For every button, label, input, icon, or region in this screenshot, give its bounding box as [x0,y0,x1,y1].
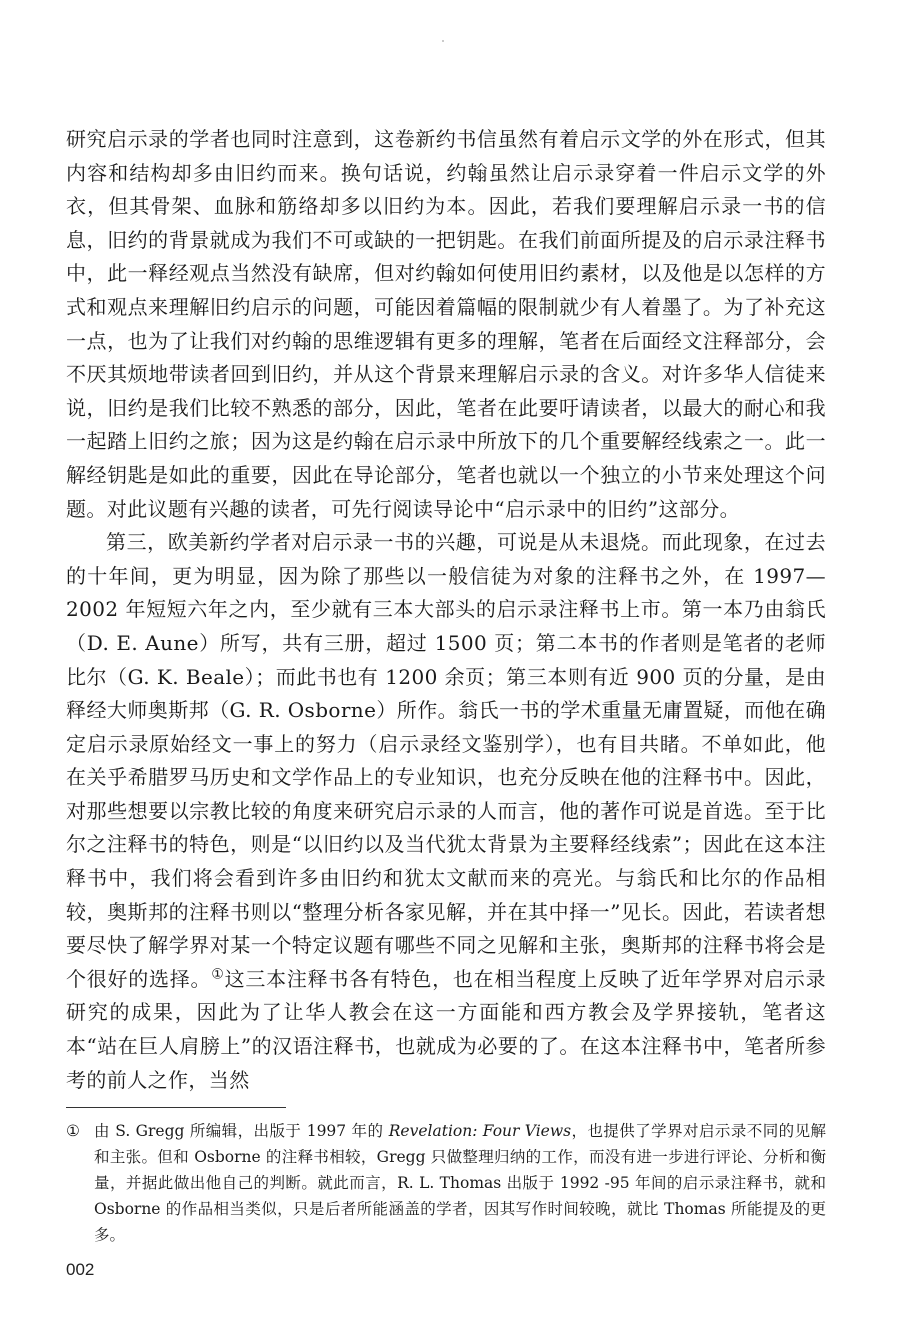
paragraph-2-text: 第三，欧美新约学者对启示录一书的兴趣，可说是从未退烧。而此现象，在过去的十年间，更为明显，因为除了那些以一般信徒为对象的注释书之外，在 1997—2002 年短短六年之内，至少就有三本大部头的启示录注释书上市。第一本乃由翁氏（D. E. Aune）所写，共有三册，超过 1500 页；第二本书的作者则是笔者的老师比尔（G. K. Beale）；而此书也有 1200 余页；第三本则有近 900 页的分量，是由释经大师奥斯邦（G. R. Osborne）所作。翁氏一书的学术重量无庸置疑，而他在确定启示录原始经文一事上的努力（启示录经文鉴别学），也有目共睹。不单如此，他在关乎希腊罗马历史和文学作品上的专业知识，也充分反映在他的注释书中。因此，对那些想要以宗教比较的角度来研究启示录的人而言，他的著作可说是首选。至于比尔之注释书的特色，则是“以旧约以及当代犹太背景为主要释经线索”；因此在这本注释书中，我们将会看到许多由旧约和犹太文献而来的亮光。与翁氏和比尔的作品相较，奥斯邦的注释书则以“整理分析各家见解，并在其中择一”见长。因此，若读者想要尽快了解学界对某一个特定议题有哪些不同之见解和主张，奥斯邦的注释书将会是个很好的选择。 [66,530,826,991]
footnote-reference[interactable]: ① [211,966,225,983]
footnote [66,1118,826,1248]
scan-speck [442,40,444,42]
page-number: 002 [66,1260,95,1279]
paragraph-2-continuation: 这三本注释书各有特色，也在相当程度上反映了近年学界对启示录研究的成果，因此为了让华人教会在这一方面能和西方教会及学界接轨，笔者这本“站在巨人肩膀上”的汉语注释书，也就成为必要的了。在这本注释书中，笔者所参考的前人之作，当然 [66,966,826,1092]
main-text [66,123,826,1097]
paragraph-1: 研究启示录的学者也同时注意到，这卷新约书信虽然有着启示文学的外在形式，但其内容和结构却多由旧约而来。换句话说，约翰虽然让启示录穿着一件启示文学的外衣，但其骨架、血脉和筋络却多以旧约为本。因此，若我们要理解启示录一书的信息，旧约的背景就成为我们不可或缺的一把钥匙。在我们前面所提及的启示录注释书中，此一释经观点当然没有缺席，但对约翰如何使用旧约素材，以及他是以怎样的方式和观点来理解旧约启示的问题，可能因着篇幅的限制就少有人着墨了。为了补充这一点，也为了让我们对约翰的思维逻辑有更多的理解，笔者在后面经文注释部分，会不厌其烦地带读者回到旧约，并从这个背景来理解启示录的含义。对许多华人信徒来说，旧约是我们比较不熟悉的部分，因此，笔者在此要吁请读者，以最大的耐心和我一起踏上旧约之旅；因为这是约翰在启示录中所放下的几个重要解经线索之一。此一解经钥匙是如此的重要，因此在导论部分，笔者也就以一个独立的小节来处理这个问题。对此议题有兴趣的读者，可先行阅读导论中“启示录中的旧约”这部分。 [66,127,826,521]
footnote-text-part1: 由 S. Gregg 所编辑，出版于 1997 年的 [94,1122,389,1140]
footnote-mark: ① [66,1122,80,1140]
footnote-divider [66,1107,286,1108]
paragraph-2 [66,526,826,1097]
footnote-book-title: Revelation: Four Views [388,1122,572,1140]
footnote-text-part2: ，也提供了学界对启示录不同的见解和主张。但和 Osborne 的注释书相较，Gregg 只做整理归纳的工作，而没有进一步进行评论、分析和衡量，并据此做出他自己的判断。就此而言，R. L. Thomas 出版于 1992 -95 年间的启示录注释书，就和 Osborne 的作品相当类似，只是后者所能涵盖的学者，因其写作时间较晚，就比 Thomas 所能提及的更多。 [94,1122,827,1244]
footnote-text [94,1118,826,1248]
